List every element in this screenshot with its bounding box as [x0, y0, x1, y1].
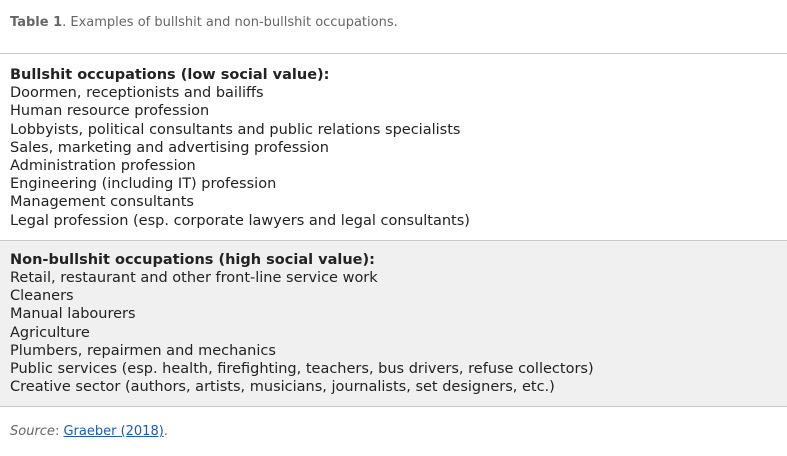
table-caption: [10, 15, 398, 30]
list-item: Engineering (including IT) profession: [10, 176, 277, 193]
list-item: Management consultants: [10, 194, 194, 211]
source-note: [10, 424, 168, 439]
source-link[interactable]: Graeber (2018): [63, 424, 164, 439]
table-caption-text: . Examples of bullshit and non-bullshit occupations.: [62, 15, 398, 30]
list-item: Retail, restaurant and other front-line service work: [10, 270, 378, 287]
list-item: Manual labourers: [10, 306, 136, 323]
list-item: Agriculture: [10, 324, 90, 341]
section-bullshit-occupations: [0, 53, 787, 240]
list-item: Plumbers, repairmen and mechanics: [10, 342, 276, 359]
list-item: Lobbyists, political consultants and public relations specialists: [10, 121, 461, 138]
list-item: Administration profession: [10, 158, 196, 175]
table-caption-label: Table 1: [10, 15, 63, 30]
list-item: Legal profession (esp. corporate lawyers and legal consultants): [10, 212, 470, 229]
occupations-table: [0, 53, 787, 407]
list-item: Creative sector (authors, artists, musicians, journalists, set designers, etc.): [10, 379, 555, 396]
source-separator: :: [54, 424, 64, 439]
section-heading: Bullshit occupations (low social value):: [10, 67, 330, 83]
list-item: Human resource profession: [10, 103, 210, 120]
list-item: Doormen, receptionists and bailiffs: [10, 85, 264, 102]
section-non-bullshit-occupations: [0, 240, 787, 408]
section-heading: Non-bullshit occupations (high social value):: [10, 251, 375, 268]
source-end: .: [163, 424, 168, 439]
source-label: Source: [10, 424, 55, 439]
list-item: Sales, marketing and advertising profession: [10, 139, 329, 156]
list-item: Public services (esp. health, firefighting, teachers, bus drivers, refuse collectors): [10, 361, 594, 378]
list-item: Cleaners: [10, 288, 74, 305]
